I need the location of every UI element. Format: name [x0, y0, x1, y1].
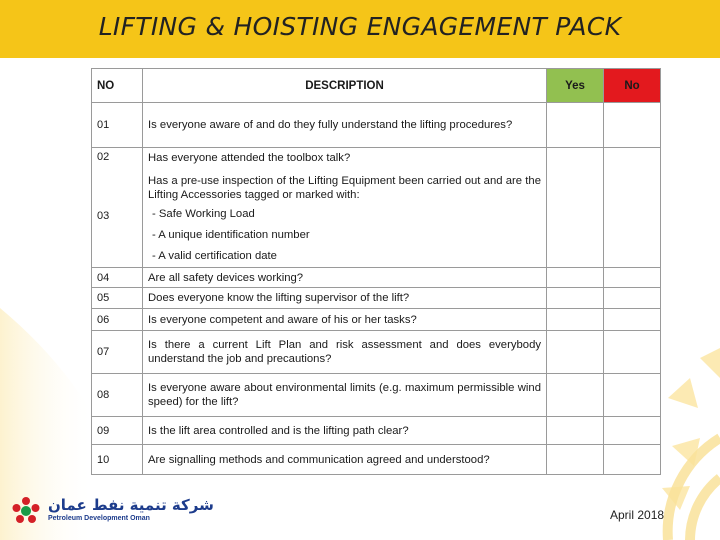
- table-row: [92, 288, 661, 309]
- row-description: Is everyone competent and aware of his or her tasks?: [143, 309, 547, 331]
- row-description-02: Has everyone attended the toolbox talk?: [148, 152, 351, 164]
- no-checkbox-cell[interactable]: [604, 374, 661, 417]
- row-description-03: Has a pre-use inspection of the Lifting Equipment been carried out and are the Lifting Accessories tagged or marked with:: [148, 175, 541, 201]
- yes-checkbox-cell[interactable]: [547, 103, 604, 148]
- table-row: [92, 374, 661, 417]
- row-description: Is there a current Lift Plan and risk assessment and does everybody understand the job and precautions?: [143, 331, 547, 374]
- no-checkbox-cell[interactable]: [604, 445, 661, 475]
- checklist-table: [91, 68, 661, 475]
- header-yes: Yes: [547, 69, 604, 103]
- no-checkbox-cell[interactable]: [604, 288, 661, 309]
- page-title: LIFTING & HOISTING ENGAGEMENT PACK: [98, 12, 622, 41]
- row-description: Does everyone know the lifting supervisor of the lift?: [143, 288, 547, 309]
- no-checkbox-cell[interactable]: [604, 148, 661, 268]
- row-number-03: 03: [97, 210, 110, 222]
- row-number: 01: [92, 103, 143, 148]
- table-row: [92, 331, 661, 374]
- yes-checkbox-cell[interactable]: [547, 288, 604, 309]
- header-no-answer: No: [604, 69, 661, 103]
- yes-checkbox-cell[interactable]: [547, 417, 604, 445]
- row-number-spacer: [97, 222, 137, 262]
- row-description: [143, 148, 547, 268]
- yes-checkbox-cell[interactable]: [547, 268, 604, 288]
- no-checkbox-cell[interactable]: [604, 331, 661, 374]
- row-number: 05: [92, 288, 143, 309]
- yes-checkbox-cell[interactable]: [547, 148, 604, 268]
- header-description: DESCRIPTION: [143, 69, 547, 103]
- yes-checkbox-cell[interactable]: [547, 374, 604, 417]
- row-description: Is everyone aware of and do they fully understand the lifting procedures?: [143, 103, 547, 148]
- row-description: Are signalling methods and communication agreed and understood?: [143, 445, 547, 475]
- row-number-02: 02: [97, 151, 110, 163]
- row-number: 09: [92, 417, 143, 445]
- no-checkbox-cell[interactable]: [604, 268, 661, 288]
- table-header-row: [92, 69, 661, 103]
- table-row: [92, 148, 661, 268]
- yes-checkbox-cell[interactable]: [547, 331, 604, 374]
- logo-arabic-text: شركة تنمية نفط عمان: [48, 496, 214, 514]
- row-number: 06: [92, 309, 143, 331]
- no-checkbox-cell[interactable]: [604, 309, 661, 331]
- row-number: 07: [92, 331, 143, 374]
- subitem-unique-id: - A unique identification number: [152, 229, 310, 241]
- table-row: [92, 103, 661, 148]
- table-row: [92, 445, 661, 475]
- subitem-safe-working-load: - Safe Working Load: [152, 208, 255, 220]
- row-number: [92, 148, 143, 268]
- yes-checkbox-cell[interactable]: [547, 309, 604, 331]
- table-row: [92, 309, 661, 331]
- header-no: NO: [92, 69, 143, 103]
- row-number: 04: [92, 268, 143, 288]
- subitem-valid-certification: - A valid certification date: [152, 250, 277, 262]
- no-checkbox-cell[interactable]: [604, 417, 661, 445]
- row-description: Is the lift area controlled and is the lifting path clear?: [143, 417, 547, 445]
- row-description: Are all safety devices working?: [143, 268, 547, 288]
- footer-date: April 2018: [610, 508, 665, 522]
- yes-checkbox-cell[interactable]: [547, 445, 604, 475]
- row-number: 10: [92, 445, 143, 475]
- no-checkbox-cell[interactable]: [604, 103, 661, 148]
- table-row: [92, 417, 661, 445]
- row-description: Is everyone aware about environmental limits (e.g. maximum permissible wind speed) for the lift?: [143, 374, 547, 417]
- row-number: 08: [92, 374, 143, 417]
- logo-english-text: Petroleum Development Oman: [48, 515, 150, 522]
- table-row: [92, 268, 661, 288]
